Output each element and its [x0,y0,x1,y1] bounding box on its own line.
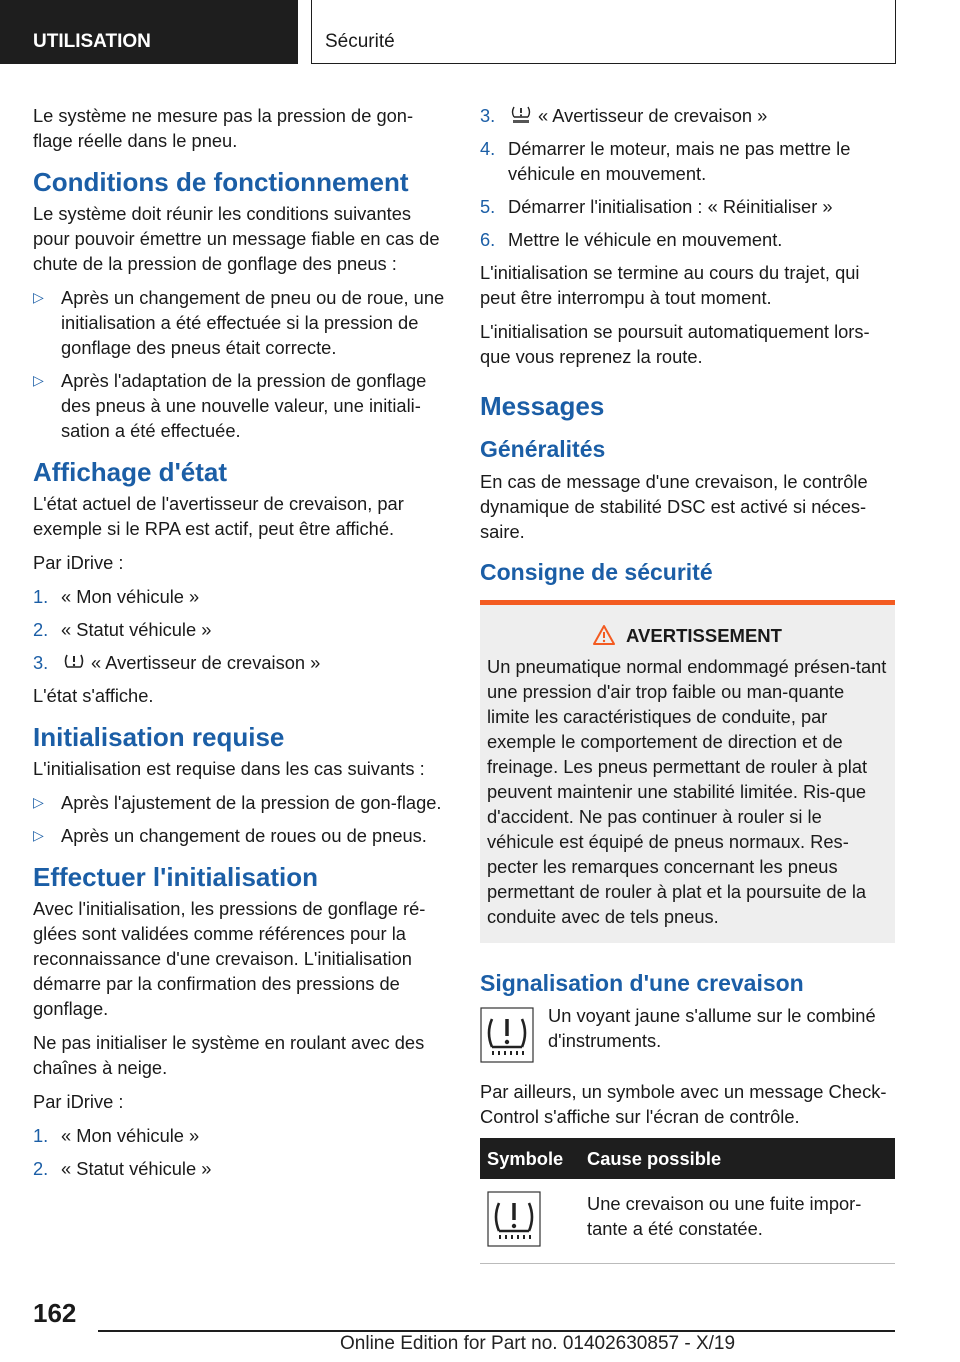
step-text: « Statut véhicule » [61,619,212,640]
init-requise-paragraph: L'initialisation est requise dans les cas suivants : [33,758,425,779]
list-item-text: Après l'adaptation de la pression de gonflage des pneus à une nouvelle valeur, une initiali-sation a été effectuée. [61,370,427,441]
termine-paragraph: L'initialisation se termine au cours du trajet, qui peut être interrompu à tout moment. [480,262,860,308]
step-item: 2. « Statut véhicule » [33,619,212,640]
step-item: 4. Démarrer le moteur, mais ne pas mettre le véhicule en mouvement. [480,138,851,184]
check-control-paragraph: Par ailleurs, un symbole avec un message Check-Control s'affiche sur l'écran de contrôle. [480,1081,887,1127]
step-item: 1. « Mon véhicule » [33,1125,200,1146]
heading-conditions: Conditions de fonctionnement [33,167,409,197]
heading-affichage: Affichage d'état [33,457,227,487]
step-item: 5. Démarrer l'initialisation : « Réinitialiser » [480,196,833,217]
list-item-text: Après l'ajustement de la pression de gon-flage. [61,792,442,813]
header-section-label: UTILISATION [33,31,151,52]
tire-reset-icon [510,105,532,125]
step-item: 3. « Avertisseur de crevaison » [33,652,321,673]
table-cell-cause: Une crevaison ou une fuite impor-tante a été constatée. [580,1179,895,1264]
step-text: « Mon véhicule » [61,1125,200,1146]
step-item: 3. « Avertisseur de crevaison » [480,105,768,126]
step-text: Démarrer l'initialisation : « Réinitialiser » [508,196,833,217]
header-chapter-tab [311,0,896,64]
heading-effectuer: Effectuer l'initialisation [33,862,319,892]
step-item: 6. Mettre le véhicule en mouvement. [480,229,783,250]
warning-title [487,623,887,648]
list-item [33,368,448,443]
effectuer-paragraph: Avec l'initialisation, les pressions de gonflage ré-glées sont validées comme références pour la reconnaissance d'une crevaison. L'initialisation démarre par la confirmation des pressions de gonflage. [33,898,426,1019]
right-column [480,103,895,1264]
idrive-label: Par iDrive : [33,1091,124,1112]
generalites-paragraph: En cas de message d'une crevaison, le contrôle dynamique de stabilité DSC est activé si néces-saire. [480,471,868,542]
step-text: « Mon véhicule » [61,586,200,607]
footer-divider [98,1330,895,1332]
list-item [33,285,448,360]
heading-generalites: Généralités [480,436,606,462]
list-item-text: Après un changement de pneu ou de roue, une initialisation a été effectuée si la pression de gonflage des pneus était correcte. [61,287,445,358]
warning-text: Un pneumatique normal endommagé présen-tant une pression d'air trop faible ou man-quante limite les caractéristiques de conduite, par exemple le comportement de direction et de freinage. Les pneus permettant de rouler à plat peuvent maintenir une stabilité limitée. Ris-que d'accident. Ne pas continuer à rouler si le véhicule est équipé de pneus normaux. Res-pecter les remarques concernant les pneus permettant de rouler à plat et la poursuite de la conduite avec de tels pneus. [487,656,887,927]
poursuit-paragraph: L'initialisation se poursuit automatiquement lors-que vous reprenez la route. [480,321,870,367]
signal-paragraph: Un voyant jaune s'allume sur le combiné d'instruments. [548,1005,876,1051]
heading-signalisation: Signalisation d'une crevaison [480,970,804,996]
heading-consigne: Consigne de sécurité [480,559,713,585]
step-text: « Statut véhicule » [61,1158,212,1179]
left-column [33,103,448,1189]
list-item-text: Après un changement de roues ou de pneus. [61,825,427,846]
header-section-tab [0,0,298,64]
heading-init-requise: Initialisation requise [33,722,285,752]
footer-edition: Online Edition for Part no. 01402630857 - X/19 [340,1333,736,1354]
step-text: « Avertisseur de crevaison » [538,105,768,126]
affichage-paragraph: L'état actuel de l'avertisseur de crevaison, par exemple si le RPA est actif, peut être affiché. [33,493,404,539]
idrive-label: Par iDrive : [33,552,124,573]
step-text: « Avertisseur de crevaison » [91,652,321,673]
table-header-symbole: Symbole [480,1138,580,1179]
list-item [33,823,448,848]
bullet-triangle-icon: ▷ [33,827,44,843]
warning-title-text: AVERTISSEMENT [626,625,782,646]
tire-pressure-warning-icon [63,652,85,672]
page-number: 162 [33,1298,77,1328]
tire-pressure-warning-icon [480,1007,534,1063]
table-row [480,1179,895,1264]
intro-paragraph: Le système ne mesure pas la pression de gon-flage réelle dans le pneu. [33,105,414,151]
bullet-triangle-icon: ▷ [33,372,44,388]
signal-block [480,1003,895,1069]
step-text: Mettre le véhicule en mouvement. [508,229,783,250]
list-item [33,790,448,815]
table-cell-symbol [480,1179,580,1264]
chaines-paragraph: Ne pas initialiser le système en roulant avec des chaînes à neige. [33,1032,425,1078]
step-item: 1. « Mon véhicule » [33,586,200,607]
heading-messages: Messages [480,391,605,421]
symbol-table [480,1138,895,1264]
step-item: 2. « Statut véhicule » [33,1158,212,1179]
bullet-triangle-icon: ▷ [33,794,44,810]
conditions-paragraph: Le système doit réunir les conditions suivantes pour pouvoir émettre un message fiable en cas de chute de la pression de gonflage des pneus : [33,203,440,274]
header-chapter-label: Sécurité [325,31,395,52]
warning-triangle-icon [592,624,616,646]
bullet-triangle-icon: ▷ [33,289,44,305]
table-header-cause: Cause possible [580,1138,895,1179]
step-text: Démarrer le moteur, mais ne pas mettre le véhicule en mouvement. [508,138,851,184]
tire-pressure-warning-icon [487,1191,541,1247]
etat-paragraph: L'état s'affiche. [33,685,154,706]
warning-box [480,600,895,943]
